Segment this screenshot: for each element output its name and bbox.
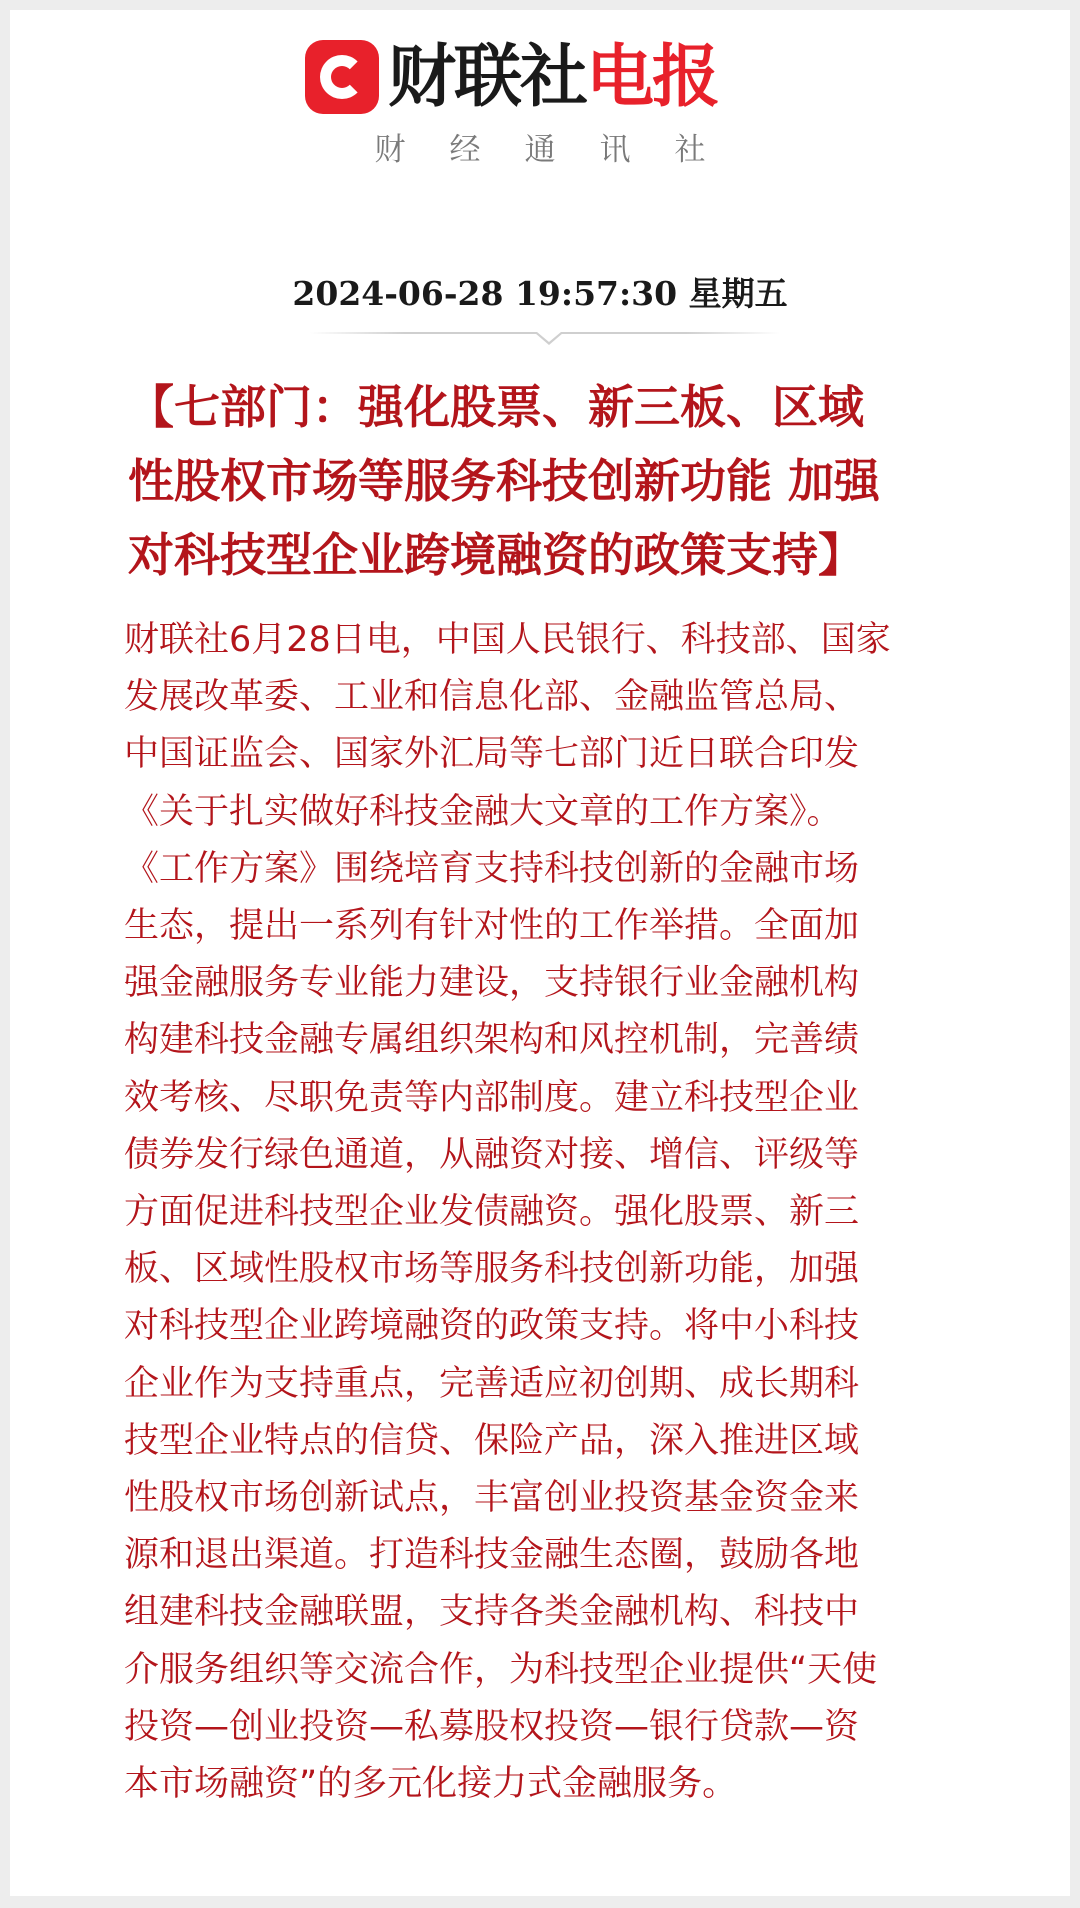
article-body <box>124 612 984 1813</box>
body-line: 构建科技金融专属组织架构和风控机制，完善绩 <box>124 1020 860 1061</box>
body-line: 方面促进科技型企业发债融资。强化股票、新三 <box>124 1192 860 1233</box>
headline-line: 性股权市场等服务科技创新功能 加强 <box>128 454 881 508</box>
body-line: 《关于扎实做好科技金融大文章的工作方案》。 <box>124 791 842 832</box>
brand-name-black: 财联社 <box>388 38 587 117</box>
news-card <box>10 10 1070 1896</box>
body-line: 生态，提出一系列有针对性的工作举措。全面加 <box>124 906 860 947</box>
body-line: 组建科技金融联盟，支持各类金融机构、科技中 <box>124 1592 860 1633</box>
body-line: 财联社6月28日电，中国人民银行、科技部、国家 <box>124 620 891 660</box>
body-line: 投资—创业投资—私募股权投资—银行贷款—资 <box>124 1706 860 1747</box>
brand-name <box>388 38 718 118</box>
body-line: 板、区域性股权市场等服务科技创新功能，加强 <box>124 1249 860 1290</box>
body-line: 源和退出渠道。打造科技金融生态圈，鼓励各地 <box>124 1535 860 1576</box>
body-line: 效考核、尽职免责等内部制度。建立科技型企业 <box>124 1077 860 1118</box>
body-line: 技型企业特点的信贷、保险产品，深入推进区域 <box>124 1420 860 1461</box>
headline-line: 【七部门：强化股票、新三板、区域 <box>128 380 864 434</box>
body-line: 《工作方案》围绕培育支持科技创新的金融市场 <box>124 848 860 889</box>
body-line: 强金融服务专业能力建设，支持银行业金融机构 <box>124 963 860 1004</box>
headline <box>128 370 988 592</box>
body-line: 企业作为支持重点，完善适应初创期、成长期科 <box>124 1363 860 1404</box>
body-line: 性股权市场创新试点，丰富创业投资基金资金来 <box>124 1478 860 1519</box>
brand-name-red: 电报 <box>586 38 719 117</box>
body-line: 发展改革委、工业和信息化部、金融监管总局、 <box>124 677 860 718</box>
body-line: 本市场融资”的多元化接力式金融服务。 <box>124 1764 738 1805</box>
tagline: 财经通讯社 <box>374 132 750 168</box>
masthead <box>10 28 1070 118</box>
body-line: 中国证监会、国家外汇局等七部门近日联合印发 <box>124 734 860 775</box>
publish-datetime: 2024-06-28 19:57:30 星期五 <box>292 274 788 313</box>
body-line: 债券发行绿色通道，从融资对接、增信、评级等 <box>124 1134 860 1175</box>
body-line: 对科技型企业跨境融资的政策支持。将中小科技 <box>124 1306 860 1347</box>
headline-line: 对科技型企业跨境融资的政策支持】 <box>128 528 864 582</box>
cls-c-logo-icon <box>305 40 379 114</box>
body-line: 介服务组织等交流合作，为科技型企业提供“天使 <box>124 1649 878 1690</box>
divider-notch <box>535 333 563 345</box>
